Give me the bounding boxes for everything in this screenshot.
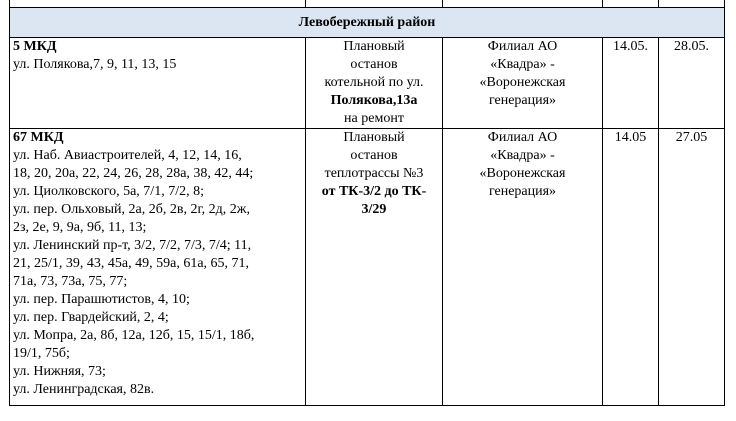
reason-location: 3/29 <box>361 202 387 217</box>
org-line: «Квадра» - <box>490 148 555 163</box>
address-line: ул. Ленинградская, 82в. <box>13 382 155 397</box>
address-line: 18, 20, 20а, 22, 24, 26, 28, 28а, 38, 42, 44; <box>13 166 254 181</box>
address-line: ул. Нижняя, 73; <box>13 364 106 379</box>
end-date: 28.05. <box>659 38 725 129</box>
address-line: ул. пер. Гвардейский, 2, 4; <box>13 310 169 325</box>
building-count: 67 МКД <box>13 130 64 145</box>
address-cell <box>10 38 306 129</box>
address-line: ул. Полякова,7, 9, 11, 13, 15 <box>13 57 177 72</box>
end-date: 27.05 <box>659 129 725 406</box>
address-line: ул. Циолковского, 5а, 7/1, 7/2, 8; <box>13 184 204 199</box>
org-line: «Воронежская <box>479 166 566 181</box>
address-line: ул. пер. Ольховый, 2а, 2б, 2в, 2г, 2д, 2ж, <box>13 202 250 217</box>
reason-location: Полякова,13а <box>330 93 418 108</box>
start-date: 14.05 <box>603 129 659 406</box>
address-line: 21, 25/1, 39, 43, 45а, 49, 59а, 61а, 65, 71, <box>13 256 250 271</box>
org-line: Филиал АО <box>487 130 558 145</box>
reason-cell <box>306 129 443 406</box>
district-title: Левобережный район <box>10 8 725 38</box>
org-line: Филиал АО <box>487 39 558 54</box>
building-count: 5 МКД <box>13 39 57 54</box>
address-line: ул. пер. Парашютистов, 4, 10; <box>13 292 190 307</box>
start-date: 14.05. <box>603 38 659 129</box>
address-line: 19/1, 75б; <box>13 346 70 361</box>
table-row <box>10 129 725 406</box>
reason-line: на ремонт <box>344 111 404 126</box>
organization-cell <box>443 129 603 406</box>
reason-line: Плановый <box>343 39 405 54</box>
address-cell <box>10 129 306 406</box>
org-line: «Воронежская <box>479 75 566 90</box>
org-line: генерация» <box>488 93 557 108</box>
table-header-sliver <box>10 0 725 8</box>
table-row <box>10 38 725 129</box>
reason-line: останов <box>350 57 398 72</box>
reason-location: от ТК-3/2 до ТК- <box>321 184 427 199</box>
address-line: 71а, 73, 73а, 75, 77; <box>13 274 128 289</box>
address-line: ул. Мопра, 2а, 8б, 12а, 12б, 15, 15/1, 18б, <box>13 328 255 343</box>
address-line: ул. Ленинский пр-т, 3/2, 7/2, 7/3, 7/4; 11, <box>13 238 252 253</box>
reason-line: останов <box>350 148 398 163</box>
address-line: ул. Наб. Авиастроителей, 4, 12, 14, 16, <box>13 148 242 163</box>
reason-line: Плановый <box>343 130 405 145</box>
org-line: генерация» <box>488 184 557 199</box>
reason-line: котельной по ул. <box>324 75 424 90</box>
district-row <box>10 8 725 38</box>
org-line: «Квадра» - <box>490 57 555 72</box>
reason-line: теплотрассы №3 <box>324 166 424 181</box>
outage-table <box>9 0 725 406</box>
reason-cell <box>306 38 443 129</box>
organization-cell <box>443 38 603 129</box>
address-line: 2з, 2е, 9, 9а, 9б, 11, 13; <box>13 220 147 235</box>
